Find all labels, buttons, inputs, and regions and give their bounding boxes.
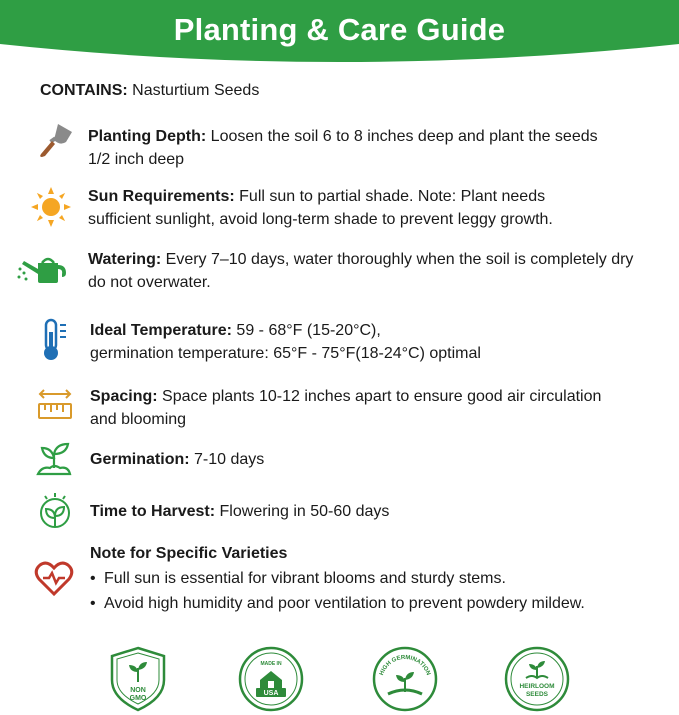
non-gmo-line1: NON bbox=[130, 687, 146, 694]
sun-requirements-line1: Full sun to partial shade. Note: Plant needs bbox=[239, 188, 546, 205]
heart-icon bbox=[34, 560, 74, 598]
thermometer-icon bbox=[40, 318, 70, 362]
badges-row bbox=[0, 640, 679, 715]
sun-requirements-line2: sufficient sunlight, avoid long-term shade to prevent leggy growth. bbox=[88, 211, 553, 228]
planting-depth-line1: Loosen the soil 6 to 8 inches deep and plant the seeds bbox=[210, 128, 598, 145]
heirloom-line2: SEEDS bbox=[525, 691, 549, 698]
temperature-label: Ideal Temperature: bbox=[90, 322, 232, 339]
made-in-usa-badge bbox=[238, 646, 304, 712]
spacing-line2: and blooming bbox=[90, 411, 187, 428]
heirloom-line1: HEIRLOOM bbox=[519, 683, 555, 690]
spacing-line1: Space plants 10-12 inches apart to ensure good air circulation bbox=[162, 388, 602, 405]
page-title: Planting & Care Guide bbox=[173, 12, 506, 47]
planting-depth-line2: 1/2 inch deep bbox=[88, 151, 185, 168]
contains-label: CONTAINS: bbox=[40, 82, 128, 99]
harvest-label: Time to Harvest: bbox=[90, 503, 216, 520]
planting-depth-label: Planting Depth: bbox=[88, 128, 207, 145]
watering-label: Watering: bbox=[88, 251, 162, 268]
harvest-line1: Flowering in 50-60 days bbox=[219, 503, 390, 520]
sun-requirements-label: Sun Requirements: bbox=[88, 188, 235, 205]
sun-icon bbox=[30, 186, 72, 228]
watering-line2: do not overwater. bbox=[88, 274, 211, 291]
heirloom-seeds-badge bbox=[504, 646, 570, 712]
contains-line bbox=[40, 82, 259, 100]
germination-line1: 7-10 days bbox=[194, 451, 265, 468]
spacing-label: Spacing: bbox=[90, 388, 158, 405]
temperature-line2: germination temperature: 65°F - 75°F(18-24°C) optimal bbox=[90, 345, 481, 362]
note-title: Note for Specific Varieties bbox=[90, 545, 288, 562]
usa-top-text: MADE IN bbox=[260, 661, 282, 667]
contains-value: Nasturtium Seeds bbox=[132, 82, 260, 99]
non-gmo-line2: GMO bbox=[129, 695, 147, 702]
watering-line1: Every 7–10 days, water thoroughly when the soil is completely dry bbox=[165, 251, 634, 268]
trowel-icon bbox=[36, 122, 76, 160]
usa-bottom-text: USA bbox=[263, 690, 279, 697]
ruler-icon bbox=[36, 388, 76, 422]
watering-can-icon bbox=[16, 251, 68, 287]
germination-arc-text: HIGH GERMINATION bbox=[379, 654, 431, 677]
harvest-icon bbox=[36, 492, 74, 530]
note-bullet: • Avoid high humidity and poor ventilation to prevent powdery mildew. bbox=[90, 592, 585, 615]
sprout-icon bbox=[34, 440, 74, 478]
header-banner bbox=[0, 0, 679, 68]
temperature-line1: 59 - 68°F (15-20°C), bbox=[236, 322, 381, 339]
note-bullet: • Full sun is essential for vibrant blooms and sturdy stems. bbox=[90, 567, 585, 590]
high-germination-badge bbox=[372, 646, 438, 712]
non-gmo-badge bbox=[108, 646, 168, 712]
germination-label: Germination: bbox=[90, 451, 190, 468]
